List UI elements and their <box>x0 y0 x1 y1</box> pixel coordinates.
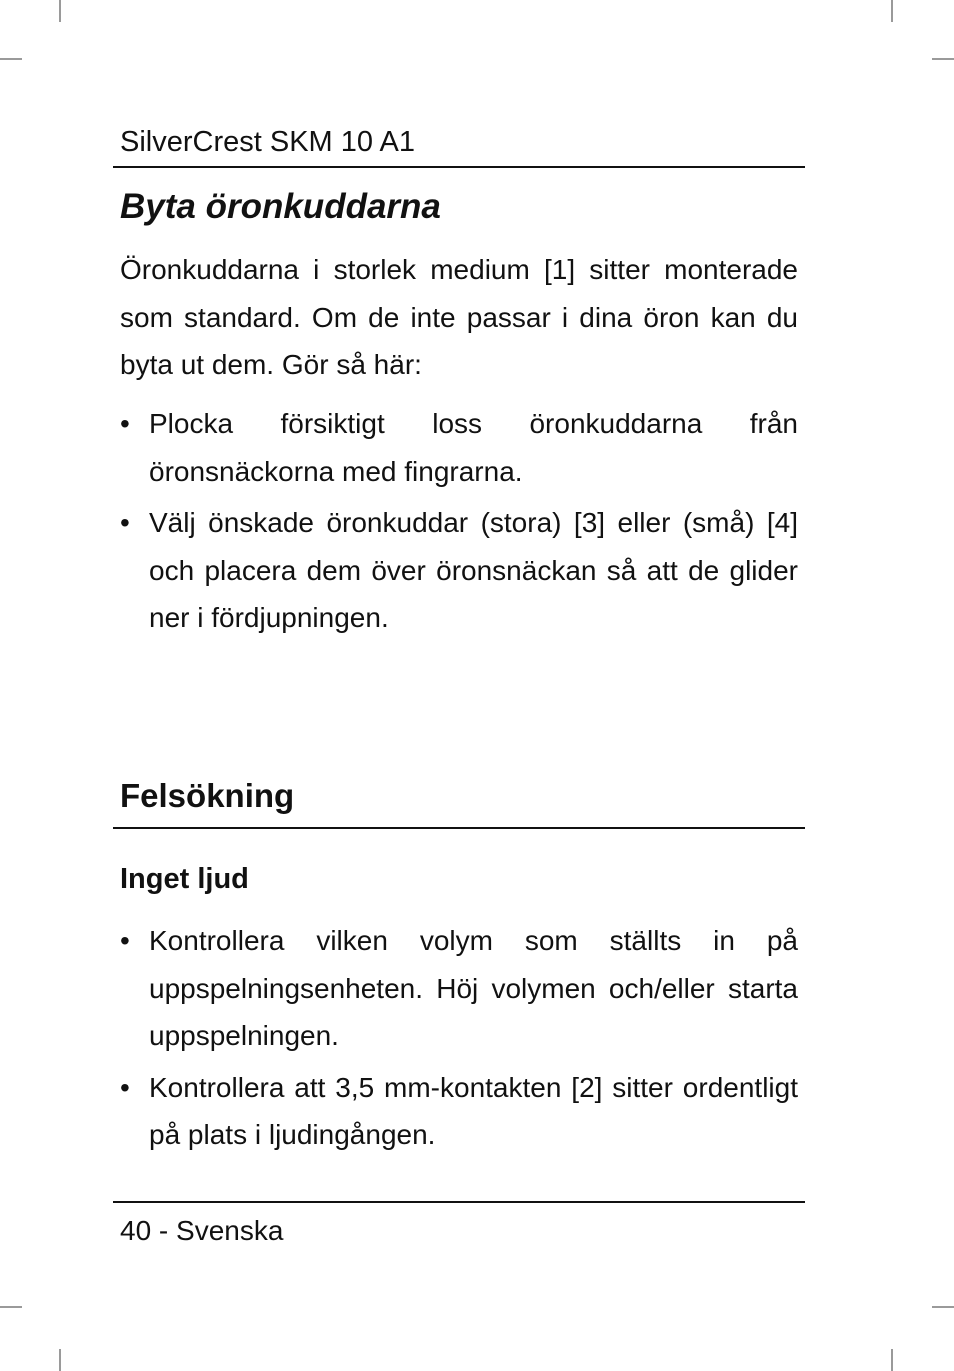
earpads-intro: Öronkuddarna i storlek medium [1] sitter monterade som standard. Om de inte passar i dina öron kan du byta ut dem. Gör så här: <box>120 254 798 380</box>
bullet-icon: • <box>120 925 130 956</box>
crop-mark-bottom-left <box>59 1349 61 1371</box>
section-title-troubleshooting: Felsökning <box>120 777 295 814</box>
crop-mark-left-bottom <box>0 1306 22 1308</box>
troubleshooting-bullet-list <box>120 917 798 1159</box>
subsection-title-no-sound: Inget ljud <box>120 863 249 895</box>
list-item <box>120 917 798 1060</box>
section-title-earpads: Byta öronkuddarna <box>120 187 441 226</box>
list-item-text: Välj önskade öronkuddar (stora) [3] eller (små) [4] och placera dem över öronsnäckan så att de glider ner i fördjupningen. <box>149 507 798 633</box>
list-item <box>120 400 798 495</box>
crop-mark-bottom-right <box>891 1349 893 1371</box>
crop-mark-right-top <box>932 58 954 60</box>
list-item-text: Kontrollera vilken volym som ställts in på uppspelningsenheten. Höj volymen och/eller starta uppspelningen. <box>149 925 798 1051</box>
crop-mark-top-right <box>891 0 893 22</box>
list-item <box>120 499 798 642</box>
crop-mark-top-left <box>59 0 61 22</box>
page-number: 40 - Svenska <box>120 1215 284 1246</box>
bullet-icon: • <box>120 1071 130 1103</box>
crop-mark-left-top <box>0 58 22 60</box>
running-header: SilverCrest SKM 10 A1 <box>120 126 415 158</box>
header-rule <box>113 166 805 168</box>
crop-mark-right-bottom <box>932 1306 954 1308</box>
list-item <box>120 1064 798 1159</box>
section-rule <box>113 827 805 829</box>
list-item-text: Kontrollera att 3,5 mm-kontakten [2] sitter ordentligt på plats i ljudingången. <box>149 1071 798 1150</box>
footer-rule <box>113 1201 805 1203</box>
bullet-icon: • <box>120 507 130 538</box>
earpads-bullet-list <box>120 400 798 642</box>
list-item-text: Plocka försiktigt loss öronkuddarna från öronsnäckorna med fingrarna. <box>149 408 798 487</box>
bullet-icon: • <box>120 408 130 439</box>
